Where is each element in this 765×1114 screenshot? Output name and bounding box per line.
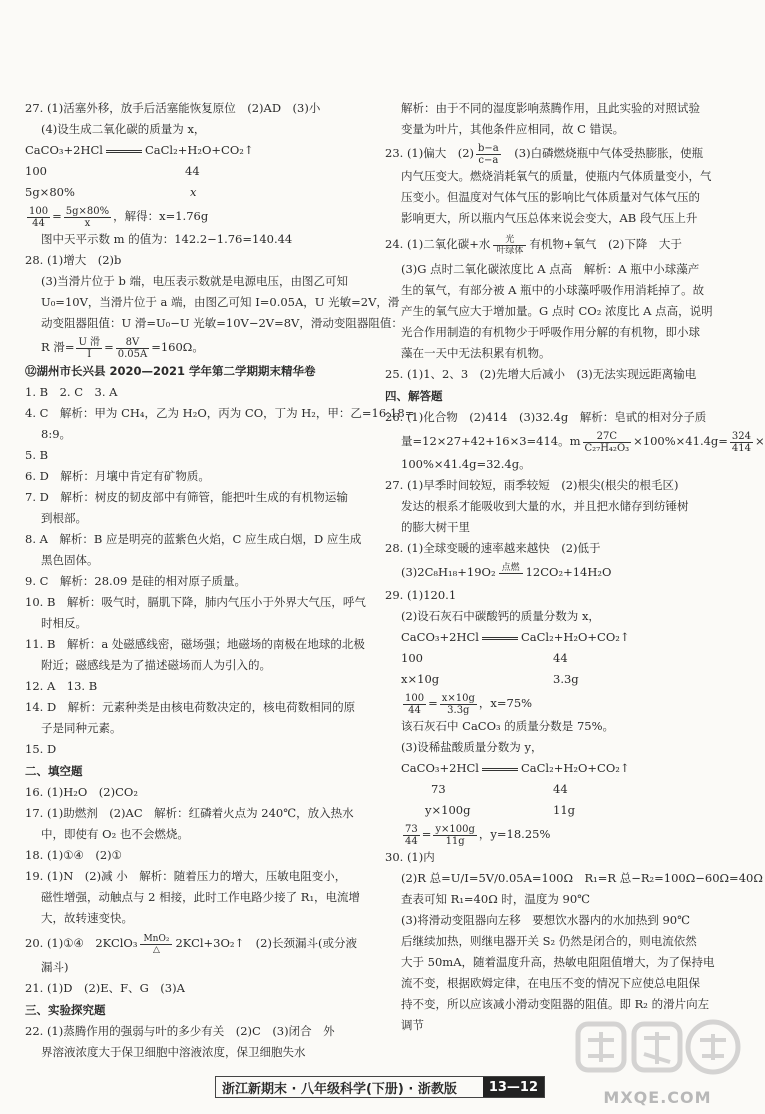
q28-line4: 动变阻器阻值：U 滑=U₀−U 光敏=10V−2V=8V，滑动变阻器阻值： [41,316,403,330]
mc-line: 8:9。 [41,427,72,441]
q29-line: 29. (1)120.1 [385,588,457,602]
q30-line: (2)R 总=U/I=5V/0.05A=100Ω R₁=R 总−R₂=100Ω−60Ω=40Ω [401,871,763,885]
fill-line: 17. (1)助燃剂 (2)AC 解析：红磷着火点为 240℃，放入热水 [25,806,354,820]
q29-row1: 100 44 [401,651,568,665]
fill-line: 大，故转速变快。 [41,911,133,925]
q30-line: (3)将滑动变阻器向左移 要想饮水器内的水加热到 90℃ [401,913,690,927]
watermark-text: MXQE.COM [603,1088,712,1107]
q30-line: 流不变，根据欧姆定律，在电压不变的情况下应使总电阻保 [401,976,700,990]
right-column [385,98,765,1036]
q22-line: 22. (1)蒸腾作用的强弱与叶的多少有关 (2)C (3)闭合 外 [25,1024,335,1038]
q21-line: 21. (1)D (2)E、F、G (3)A [25,981,185,995]
q29-row3: 73 44 [431,782,568,796]
q30-line: 后继续加热，则继电器开关 S₂ 仍然是闭合的，则电流依然 [401,934,697,948]
q29-fraction: $\frac{100}{44}$ = $\frac{x\times 10g}{3.3g}$ ，x=75% [405,692,533,716]
mc-line: 子是同种元素。 [41,721,122,735]
mc-line: 10. B 解析：吸气时，膈肌下降，肺内气压小于外界大气压，呼气 [25,595,366,609]
page-number: 13—12 [483,1077,544,1097]
q20-line: 20. (1)①④ 2KClO₃ MnO₂ △ 2KCl+3O₂↑ (2)长颈漏斗(或分液 [25,933,357,955]
q29-line: (2)设石灰石中碳酸钙的质量分数为 x， [401,609,600,623]
mc-line: 到根部。 [41,511,87,525]
q29-line: (3)设稀盐酸质量分数为 y， [401,740,543,754]
paper-title: ⑫湖州市长兴县 2020—2021 学年第二学期期末精华卷 [25,364,316,378]
q23-line: 内气压变大。燃烧消耗氧气的质量，使瓶内气体质量变小，气 [401,169,712,183]
analysis-line: 解析：由于不同的湿度影响蒸腾作用，且此实验的对照试验 [401,101,700,115]
q24-line: 藻在一天中无法积累有机物。 [401,346,551,360]
mc-line: 14. D 解析：元素种类是由核电荷数决定的，核电荷数相同的原 [25,700,356,714]
q29-line: 该石灰石中 CaCO₃ 的质量分数是 75%。 [401,719,615,733]
q30-line: 查表可知 R₁=40Ω 时，温度为 90℃ [401,892,591,906]
q26-line1: 26. (1)化合物 (2)414 (3)32.4g 解析：皂甙的相对分子质 [385,410,707,424]
q29-fraction2: $\frac{73}{44}$ = $\frac{y\times 100g}{11g}$ ，y=18.25% [405,823,551,847]
q27-tail: 图中天平示数 m 的值为：142.2−1.76=140.44 [41,232,293,246]
q27r-line: 27. (1)早季时间较短，雨季较短 (2)根尖(根尖的根毛区) [385,478,679,492]
q27-row1: 100 44 [25,164,200,178]
mc-line: 1. B 2. C 3. A [25,385,118,399]
fill-line: 16. (1)H₂O (2)CO₂ [25,785,138,799]
q27-equation: CaCO₃+2HCl CaCl₂+H₂O+CO₂↑ [25,143,254,157]
mc-line: 12. A 13. B [25,679,98,693]
fill-line: 18. (1)①④ (2)① [25,848,122,862]
q24-line: 产生的氧气应大于增加量。G 点时 CO₂ 浓度比 A 点高，说明 [401,304,713,318]
q24-line: (3)G 点时二氧化碳浓度比 A 点高 解析：A 瓶中小球藻产 [401,262,700,276]
q28-line1: 28. (1)增大 (2)b [25,253,122,267]
equal-sign-icon [482,768,518,771]
q27-fraction: $\frac{100}{44}$ = $\frac{5g\times 80\%}{x}$ ，解得：x=1.76g [29,205,209,229]
mc-line: 4. C 解析：甲为 CH₄，乙为 H₂O，丙为 CO，丁为 H₂，甲：乙=16:18= [25,406,415,420]
q28-fraction: R 滑= $\frac{\text{U 滑}}{I}$ = $\frac{8V}{0.05A}$ =160Ω。 [41,336,204,360]
q26-tail: 100%×41.4g=32.4g。 [401,457,531,471]
mc-line: 15. D [25,742,57,756]
q27r-line: 发达的根系才能吸收到大量的水，并且把水储存到纺锤树 [401,499,689,513]
analysis-line: 变量为叶片，其他条件应相同，故 C 错误。 [401,122,625,136]
fill-line: 19. (1)N (2)减 小 解析：随着压力的增大，压敏电阻变小， [25,869,347,883]
q25-line: 25. (1)1、2、3 (2)先增大后减小 (3)无法实现远距离输电 [385,367,697,381]
fill-line: 磁性增强，动触点与 2 相接，此时工作电路少接了 R₁，电流增 [41,890,361,904]
q27-line1: 27. (1)活塞外移，放手后活塞能恢复原位 (2)AD (3)小 [25,101,321,115]
section-heading-answer: 四、解答题 [385,389,443,403]
q23-line: 压变小。但温度对气体气压的影响比气体质量对气体气压的 [401,190,700,204]
footer-title: 浙江新期末 · 八年级科学(下册) · 浙教版 [222,1081,457,1097]
q28-line3: U₀=10V，当滑片位于 a 端，由图乙可知 I=0.05A，U 光敏=2V，滑 [41,295,400,309]
mc-line: 6. D 解析：月壤中肯定有矿物质。 [25,469,210,483]
mc-line: 黑色固体。 [41,553,99,567]
q28r-equation: (3)2C₈H₁₈+19O₂ 点燃 12CO₂+14H₂O [401,562,612,579]
q20-tail: 漏斗) [41,960,69,974]
footer-banner [215,1076,545,1098]
q27r-line: 的膨大树干里 [401,520,470,534]
mc-line: 时相反。 [41,616,87,630]
equal-sign-icon [106,150,142,153]
q28r-line: 28. (1)全球变暖的速率越来越快 (2)低于 [385,541,601,555]
equal-sign-icon [482,637,518,640]
q23-line1: 23. (1)偏大 (2) $\frac{b-a}{c-a}$ (3)白磷燃烧瓶中气体受热膨胀，使瓶 [385,142,704,166]
q29-equation: CaCO₃+2HCl CaCl₂+H₂O+CO₂↑ [401,630,630,644]
q24-line1: 24. (1)二氧化碳+水 光 叶绿体 有机物+氧气 (2)下降 大于 [385,234,682,256]
fill-line: 中，即使有 O₂ 也不会燃烧。 [41,827,189,841]
q28-line2: (3)当滑片位于 b 端，电压表示数就是电源电压，由图乙可知 [41,274,348,288]
mc-line: 11. B 解析：a 处磁感线密，磁场强；地磁场的南极在地球的北极 [25,637,365,651]
mc-line: 附近；磁感线是为了描述磁场而人为引入的。 [41,658,271,672]
q27-row2: 5g×80% x [25,185,197,199]
q27-line2: (4)设生成二氧化碳的质量为 x， [41,122,206,136]
q30-line: 持不变，所以应该减小滑动变阻器的阻值。即 R₂ 的滑片向左 [401,997,710,1011]
mc-line: 5. B [25,448,49,462]
q26-line2: 量=12×27+42+16×3=414。m $\frac{27C}{\text{C₂₇H₄₂O₃}}$ ×100%×41.4g= $\frac{324}{414}$ × [401,430,765,454]
q30-line: 30. (1)内 [385,850,435,864]
mc-line: 7. D 解析：树皮的韧皮部中有筛管，能把叶生成的有机物运输 [25,490,348,504]
q29-row2: x×10g 3.3g [401,672,579,686]
q22-line: 界溶液浓度大于保卫细胞中溶液浓度，保卫细胞失水 [41,1045,306,1059]
section-heading-experiment: 三、实验探究题 [25,1003,106,1017]
q23-line: 影响更大，所以瓶内气压总体来说会变大，AB 段气压上升 [401,211,698,225]
section-heading-fill: 二、填空题 [25,764,83,778]
q24-line: 光合作用制造的有机物少于呼吸作用分解的有机物，即小球 [401,325,700,339]
q24-line: 生的氧气，有部分被 A 瓶中的小球藻呼吸作用消耗掉了。故 [401,283,705,297]
mc-line: 9. C 解析：28.09 是硅的相对原子质量。 [25,574,247,588]
q29-row4: y×100g 11g [425,803,575,817]
q30-line: 大于 50mA，随着温度升高，热敏电阻阻值增大，为了保持电 [401,955,715,969]
q29-equation2: CaCO₃+2HCl CaCl₂+H₂O+CO₂↑ [401,761,630,775]
mc-line: 8. A 解析：B 应是明亮的蓝紫色火焰，C 应生成白烟，D 应生成 [25,532,362,546]
q30-line: 调节 [401,1018,424,1032]
